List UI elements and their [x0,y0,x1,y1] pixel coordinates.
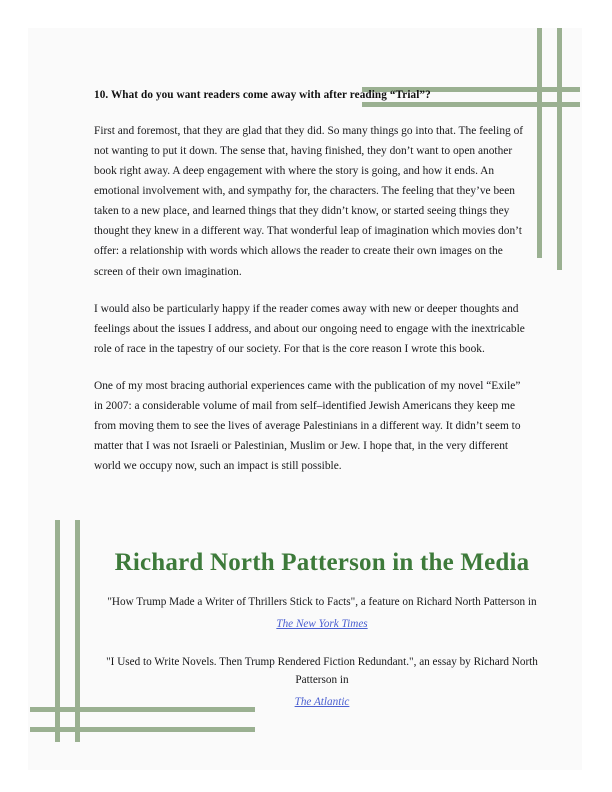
decorative-rule-bottom-vertical-1 [55,520,60,742]
media-link-the-atlantic[interactable]: The Atlantic [294,695,350,708]
media-entry-description: "How Trump Made a Writer of Thrillers Stick to Facts", a feature on Richard North Patterson in [107,596,537,608]
answer-paragraph-1: First and foremost, that they are glad that they did. So many things go into that. The feeling of not wanting to put it down. The sense that, having finished, they don’t want to open another book right away. A deep engagement with where the story is going, and how it ends. An emotional involvement with, and sympathy for, the characters. The feeling that they’ve been taken to a new place, and learned things that they didn’t know, or started seeing things they thought they knew in a different way. That wonderful leap of imagination which movies don’t offer: a relationship with words which allows the reader to create their own images on the screen of their own imagination. [94,125,524,278]
decorative-rule-top-vertical-1 [537,28,542,258]
decorative-rule-bottom-horizontal-2 [30,727,255,732]
decorative-rule-top-vertical-2 [557,28,562,270]
answer-paragraph-3: One of my most bracing authorial experiences came with the publication of my novel “Exile” in 2007: a considerable volume of mail from self–identified Jewish Americans they keep me from moving them to see the lives of average Palestinians in a different way. It didn’t seem to matter that I was not Israeli or Palestinian, Muslim or Jew. I hope that, in the very different world we occupy now, such an impact is still possible. [94,379,521,473]
media-section-title: Richard North Patterson in the Media [114,549,530,576]
media-entry [94,594,550,634]
answer-paragraph-2: I would also be particularly happy if the reader comes away with new or deeper thoughts and feelings about the issues I address, and about our ongoing need to engage with the inextricable role of race in the tapestry of our society. For that is the core reason I wrote this book. [94,302,525,355]
media-section [94,548,550,712]
decorative-rule-bottom-vertical-2 [75,520,80,742]
article-body [94,88,528,476]
document-page [28,28,582,770]
media-link-new-york-times[interactable]: The New York Times [276,617,368,630]
question-heading: 10. What do you want readers come away with after reading “Trial”? [94,89,431,101]
media-entry-description: "I Used to Write Novels. Then Trump Rendered Fiction Redundant.", an essay by Richard North Patterson in [106,655,538,686]
media-entry [94,654,550,712]
